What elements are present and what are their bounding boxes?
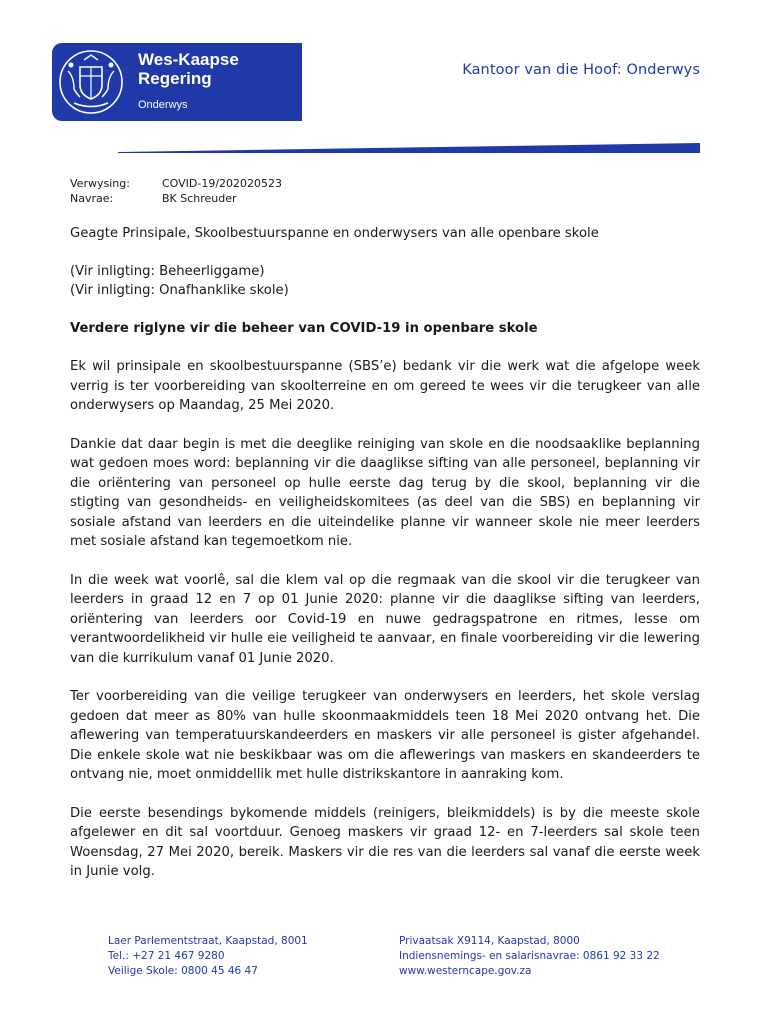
office-title: Kantoor van die Hoof: Onderwys [462, 62, 700, 78]
footer-postal-address: Privaatsak X9114, Kaapstad, 8000 [399, 935, 580, 947]
enquiries-value: BK Schreuder [162, 192, 237, 205]
reference-label: Verwysing: [70, 177, 130, 190]
footer-contact-block [399, 934, 660, 979]
info-line-2: (Vir inligting: Onafhanklike skole) [70, 283, 289, 298]
reference-value: COVID-19/202020523 [162, 177, 283, 190]
logo-title-line1: Wes-Kaapse [138, 50, 239, 69]
paragraph: Ek wil prinsipale en skoolbestuurspanne (SBS’e) bedank vir die werk wat die afgelope week verrig is ter voorbereiding van skoolterreine en om gereed te wees vir die terugkeer van alle onderwysers op Maandag, 25 Mei 2020. [70, 359, 700, 413]
footer-safe-schools: Veilige Skole: 0800 45 46 47 [108, 965, 258, 977]
enquiries-label: Navrae: [70, 192, 114, 205]
coat-of-arms-icon [58, 49, 124, 115]
reference-block [70, 176, 282, 206]
logo-department: Onderwys [138, 99, 188, 111]
logo-title-line2: Regering [138, 69, 212, 88]
paragraph: Die eerste besendings bykomende middels (reinigers, bleikmiddels) is by die meeste skole afgelewer en dit sal voortduur. Genoeg maskers vir graad 12- en 7-leerders sal skole teen Woensdag, 27 Mei 2020, bereik. Maskers vir die res van die leerders sal vanaf die eerste week in Junie volg. [70, 805, 700, 879]
info-line-1: (Vir inligting: Beheerliggame) [70, 263, 265, 279]
paragraph: Dankie dat daar begin is met die deeglike reiniging van skole en die noodsaaklike beplanning wat gedoen moes word: beplanning vir die daaglikse sifting van alle personeel, beplanning vir die oriëntering van personeel op hulle eerste dag terug by die skool, beplanning vir die stigting van gesondheids- en veiligheidskomitees (as deel van die SBS) en beplanning vir sosiale afstand van leerders en die uiteindelike planne vir wanneer skole nie meer leerders met sosiale afstand kan tegemoetkom nie. [70, 436, 700, 549]
paragraph: Ter voorbereiding van die veilige terugkeer van onderwysers en leerders, het skole verslag gedoen dat meer as 80% van hulle skoonmaakmiddels teen 18 Mei 2020 ontvang het. Die aflewering van temperatuurskandeerders en maskers vir alle personeel is gister afgehandel. Die enkele skole wat nie beskikbaar was om die aflewerings van maskers en skandeerders te ontvang nie, moet onmiddellik met hulle distrikskantore in aanraking kom. [70, 689, 700, 782]
footer-employment-enquiries: Indiensnemings- en salarisnavrae: 0861 92 33 22 [399, 950, 660, 962]
header-divider [118, 143, 700, 153]
logo-title [138, 50, 239, 88]
footer-street-address: Laer Parlementstraat, Kaapstad, 8001 [108, 935, 308, 947]
footer-telephone: Tel.: +27 21 467 9280 [108, 950, 225, 962]
letter-body [70, 224, 700, 882]
subject-line: Verdere riglyne vir die beheer van COVID-19 in openbare skole [70, 320, 538, 336]
government-logo [52, 43, 302, 121]
paragraph: In die week wat voorlê, sal die klem val op die regmaak van die skool vir die terugkeer van leerders in graad 12 en 7 op 01 Junie 2020: planne vir die daaglikse sifting van leerders, oriëntering van leerders oor Covid-19 en nuwe gedragspatrone en ritmes, lesse om verantwoordelikheid vir hulle eie veiligheid te aanvaar, en finale voorbereiding vir die lewering van die kurrikulum vanaf 01 Junie 2020. [70, 572, 700, 666]
footer-address-block [108, 934, 308, 979]
footer-website-link[interactable]: www.westerncape.gov.za [399, 965, 532, 977]
salutation: Geagte Prinsipale, Skoolbestuurspanne en onderwysers van alle openbare skole [70, 226, 599, 241]
